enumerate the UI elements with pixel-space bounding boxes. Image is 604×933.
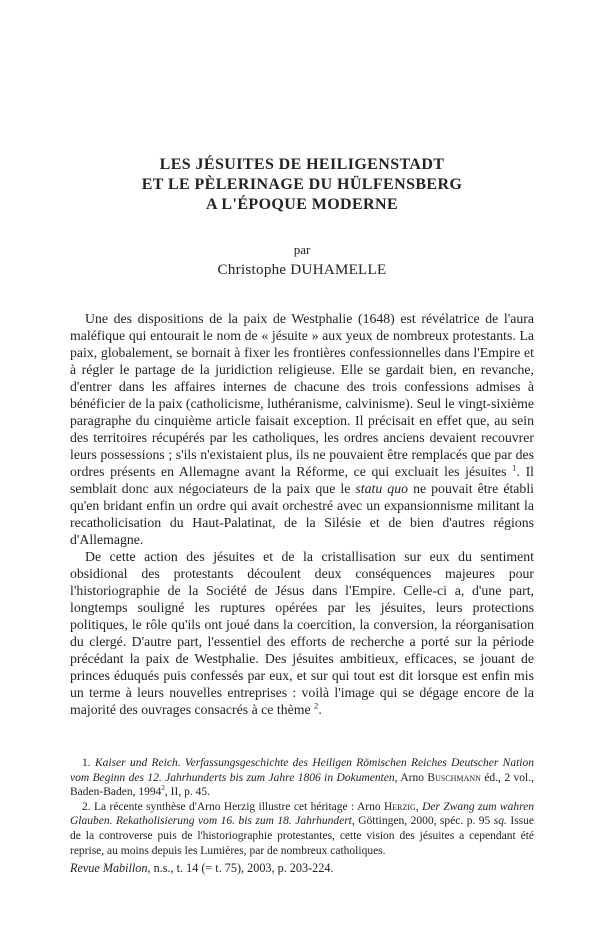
article-title-line-3: A L'ÉPOQUE MODERNE: [205, 196, 399, 213]
journal-citation: [70, 861, 534, 876]
body-paragraph-1: Une des dispositions de la paix de Westphalie (1648) est révélatrice de l'aura maléfique qui entourait le nom de « jésuite » aux yeux de nombreux protestants. La paix, globalement, se bornait à fixer les frontières confessionnelles dans l'Empire et à régler le partage de la juridiction religieuse. Elle se gardait bien, en revanche, d'entrer dans les affaires internes de chacune des trois confessions admises à bénéficier de la paix (catholicisme, luthéranisme, calvinisme). Seul le vingt-sixième paragraphe du cinquième article faisait exception. Il précisait en effet que, au sein des territoires récupérés par les catholiques, les ordres anciens devaient recouvrer leurs possessions ; s'ils n'existaient plus, ils ne pouvaient être remplacés que par des ordres présents en Allemagne avant la Réforme, ce qui excluait les jésuites $^1$. Il semblait donc aux négociateurs de la paix que le statu quo ne pouvait être établi qu'en bridant enfin un ordre qui avait orchestré avec un expansionnisme militant la recatholicisation du Haut-Palatinat, de la Silésie et de bien d'autres régions d'Allemagne.: [70, 311, 535, 547]
article-title-line-2: ET LE PÈLERINAGE DU HÜLFENSBERG: [141, 176, 463, 193]
author-name: Christophe DUHAMELLE: [217, 262, 387, 278]
article-title-line-1: LES JÉSUITES DE HEILIGENSTADT: [159, 156, 445, 173]
body-paragraph-2: De cette action des jésuites et de la cristallisation sur eux du sentiment obsidional des protestants découlent deux conséquences majeures pour l'historiographie de la Société de Jésus dans l'Empire. Celle-ci a, d'une part, longtemps souligné les ruptures opérées par les jésuites, leurs protections politiques, le rôle qu'ils ont joué dans la coercition, la conversion, la réorganisation du clergé. D'autre part, l'essentiel des efforts de recherche a porté sur la période précédant la paix de Westphalie. Des jésuites ambitieux, efficaces, se jouant de princes éduqués puis confessés par eux, et sur qui tout est dit lorsque est enfin mis un terme à leurs nouvelles entreprises : voilà l'image qui se dégage encore de la majorité des ouvrages consacrés à ce thème $^2$.: [70, 549, 534, 717]
byline: [70, 242, 534, 280]
article-body: [70, 310, 534, 718]
footnote-2: 2. La récente synthèse d'Arno Herzig illustre cet héritage : Arno Herzig, Der Zwang zum wahren Glauben. Rekatholisierung vom 16. bis zum 18. Jahrhundert, Göttingen, 2000, spéc. p. 95 sq. Issue de la controverse puis de l'historiographie protestantes, cette vision des jésuites a cependant été reprise, au moins depuis les Lumières, par de nombreux catholiques.: [70, 800, 534, 857]
article-header: [70, 155, 534, 215]
byline-prefix: par: [293, 242, 311, 257]
citation-text: Revue Mabillon, n.s., t. 14 (= t. 75), 2003, p. 203-224.: [70, 861, 334, 875]
footnote-1: 1. Kaiser und Reich. Verfassungsgeschichte des Heiligen Römischen Reiches Deutscher Nation vom Beginn des 12. Jahrhunderts bis zum Jahre 1806 in Dokumenten, Arno Buschmann éd., 2 vol., Baden-Baden, 1994$^2$, II, p. 45.: [70, 757, 534, 799]
footnotes-section: [70, 756, 534, 858]
